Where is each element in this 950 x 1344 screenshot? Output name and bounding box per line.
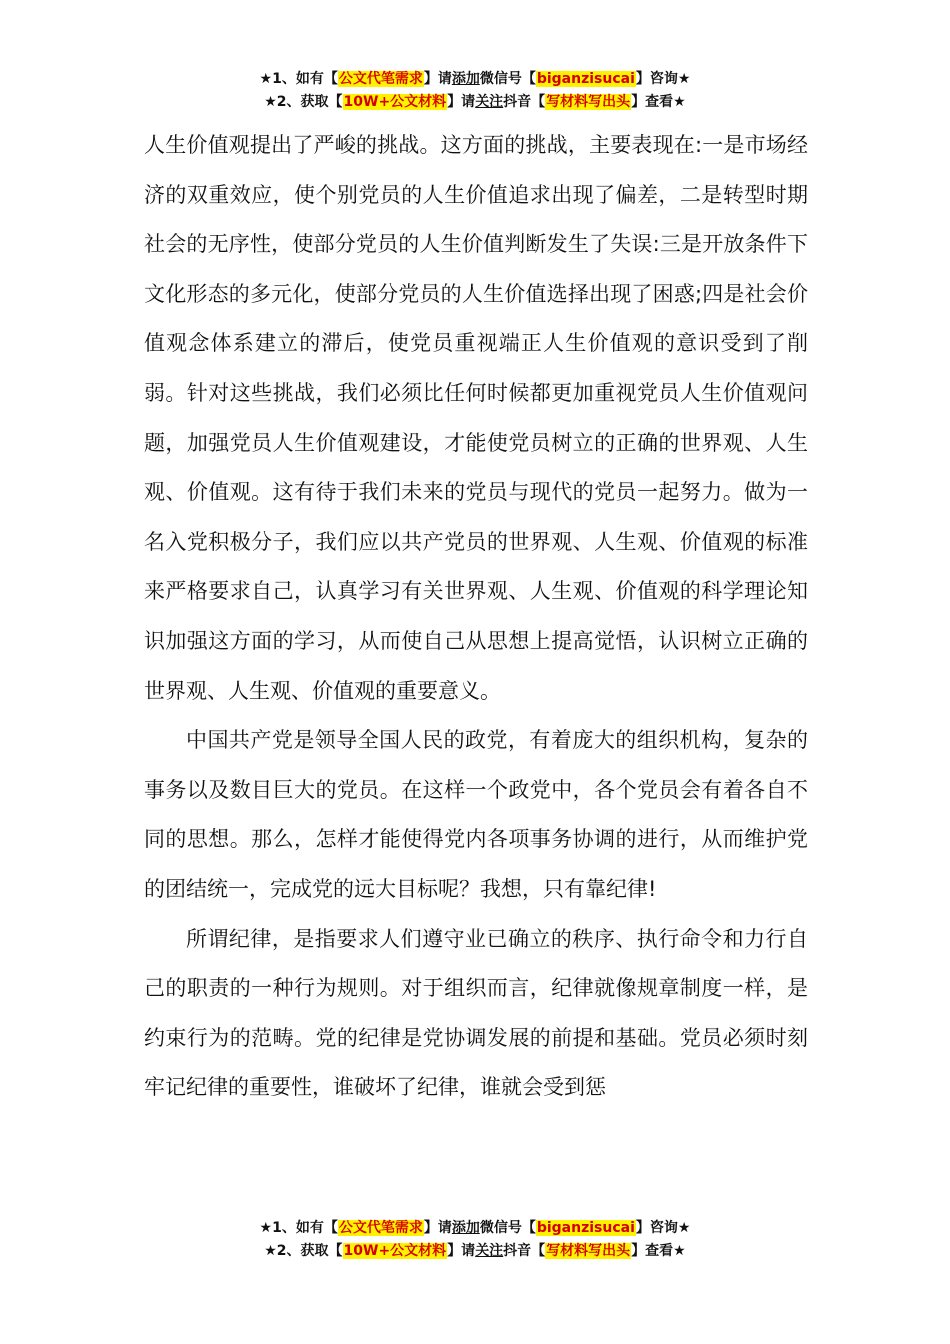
banner-text: 】请 (447, 94, 476, 110)
banner-highlight-douyin-account: 写材料写出头 (546, 94, 631, 110)
banner-underlined-text: 添加 (451, 71, 480, 87)
banner-prefix: ★1、如有【 (259, 71, 338, 87)
banner-prefix: ★1、如有【 (259, 1220, 338, 1236)
paragraph-3: 所谓纪律，是指要求人们遵守业已确立的秩序、执行命令和力行自己的职责的一种行为规则。对于组织而言，纪律就像规章制度一样，是约束行为的范畴。党的纪律是党协调发展的前提和基础。党员必须时刻牢记纪律的重要性，谁破坏了纪律，谁就会受到惩 (144, 926, 808, 1100)
banner-underlined-text: 添加 (451, 1220, 480, 1236)
banner-line-2 (0, 91, 950, 114)
document-body (144, 121, 808, 1113)
banner-text: 抖音【 (503, 94, 546, 110)
paragraph-1: 人生价值观提出了严峻的挑战。这方面的挑战，主要表现在:一是市场经济的双重效应，使个别党员的人生价值追求出现了偏差，二是转型时期社会的无序性，使部分党员的人生价值判断发生了失误:三是开放条件下文化形态的多元化，使部分党员的人生价值选择出现了困惑;四是社会价值观念体系建立的滞后，使党员重视端正人生价值观的意识受到了削弱。针对这些挑战，我们必须比任何时候都更加重视党员人生价值观问题，加强党员人生价值观建设，才能使党员树立的正确的世界观、人生观、价值观。这有待于我们未来的党员与现代的党员一起努力。做为一名入党积极分子，我们应以共产党员的世界观、人生观、价值观的标准来严格要求自己，认真学习有关世界观、人生观、价值观的科学理论知识加强这方面的学习，从而使自己从思想上提高觉悟，认识树立正确的世界观、人生观、价值观的重要意义。 (144, 133, 808, 703)
banner-highlight-wechat-id: biganzisucai (536, 71, 635, 87)
banner-line-2 (0, 1240, 950, 1263)
banner-text: 微信号【 (479, 71, 536, 87)
banner-text: 抖音【 (503, 1243, 546, 1259)
banner-underlined-text: 关注 (475, 1243, 504, 1259)
banner-text: 】请 (423, 1220, 452, 1236)
banner-highlight-materials: 10W+公文材料 (343, 94, 447, 110)
paragraph-2: 中国共产党是领导全国人民的政党，有着庞大的组织机构，复杂的事务以及数目巨大的党员。在这样一个政党中，各个党员会有着各自不同的思想。那么，怎样才能使得党内各项事务协调的进行，从而维护党的团结统一，完成党的远大目标呢？我想，只有靠纪律! (144, 728, 808, 901)
banner-prefix: ★2、获取【 (264, 1243, 343, 1259)
banner-suffix: 】咨询★ (635, 71, 691, 87)
banner-text: 】请 (447, 1243, 476, 1259)
banner-suffix: 】查看★ (631, 94, 686, 110)
footer-banner (0, 1217, 950, 1263)
banner-suffix: 】查看★ (631, 1243, 686, 1259)
banner-text: 微信号【 (479, 1220, 536, 1236)
banner-text: 】请 (423, 71, 452, 87)
banner-highlight-service: 公文代笔需求 (338, 71, 423, 87)
banner-highlight-douyin-account: 写材料写出头 (546, 1243, 631, 1259)
header-banner (0, 68, 950, 114)
banner-prefix: ★2、获取【 (264, 94, 343, 110)
banner-line-1 (0, 68, 950, 91)
banner-line-1 (0, 1217, 950, 1240)
banner-highlight-materials: 10W+公文材料 (343, 1243, 447, 1259)
banner-suffix: 】咨询★ (635, 1220, 691, 1236)
banner-highlight-service: 公文代笔需求 (338, 1220, 423, 1236)
banner-underlined-text: 关注 (475, 94, 504, 110)
banner-highlight-wechat-id: biganzisucai (536, 1220, 635, 1236)
